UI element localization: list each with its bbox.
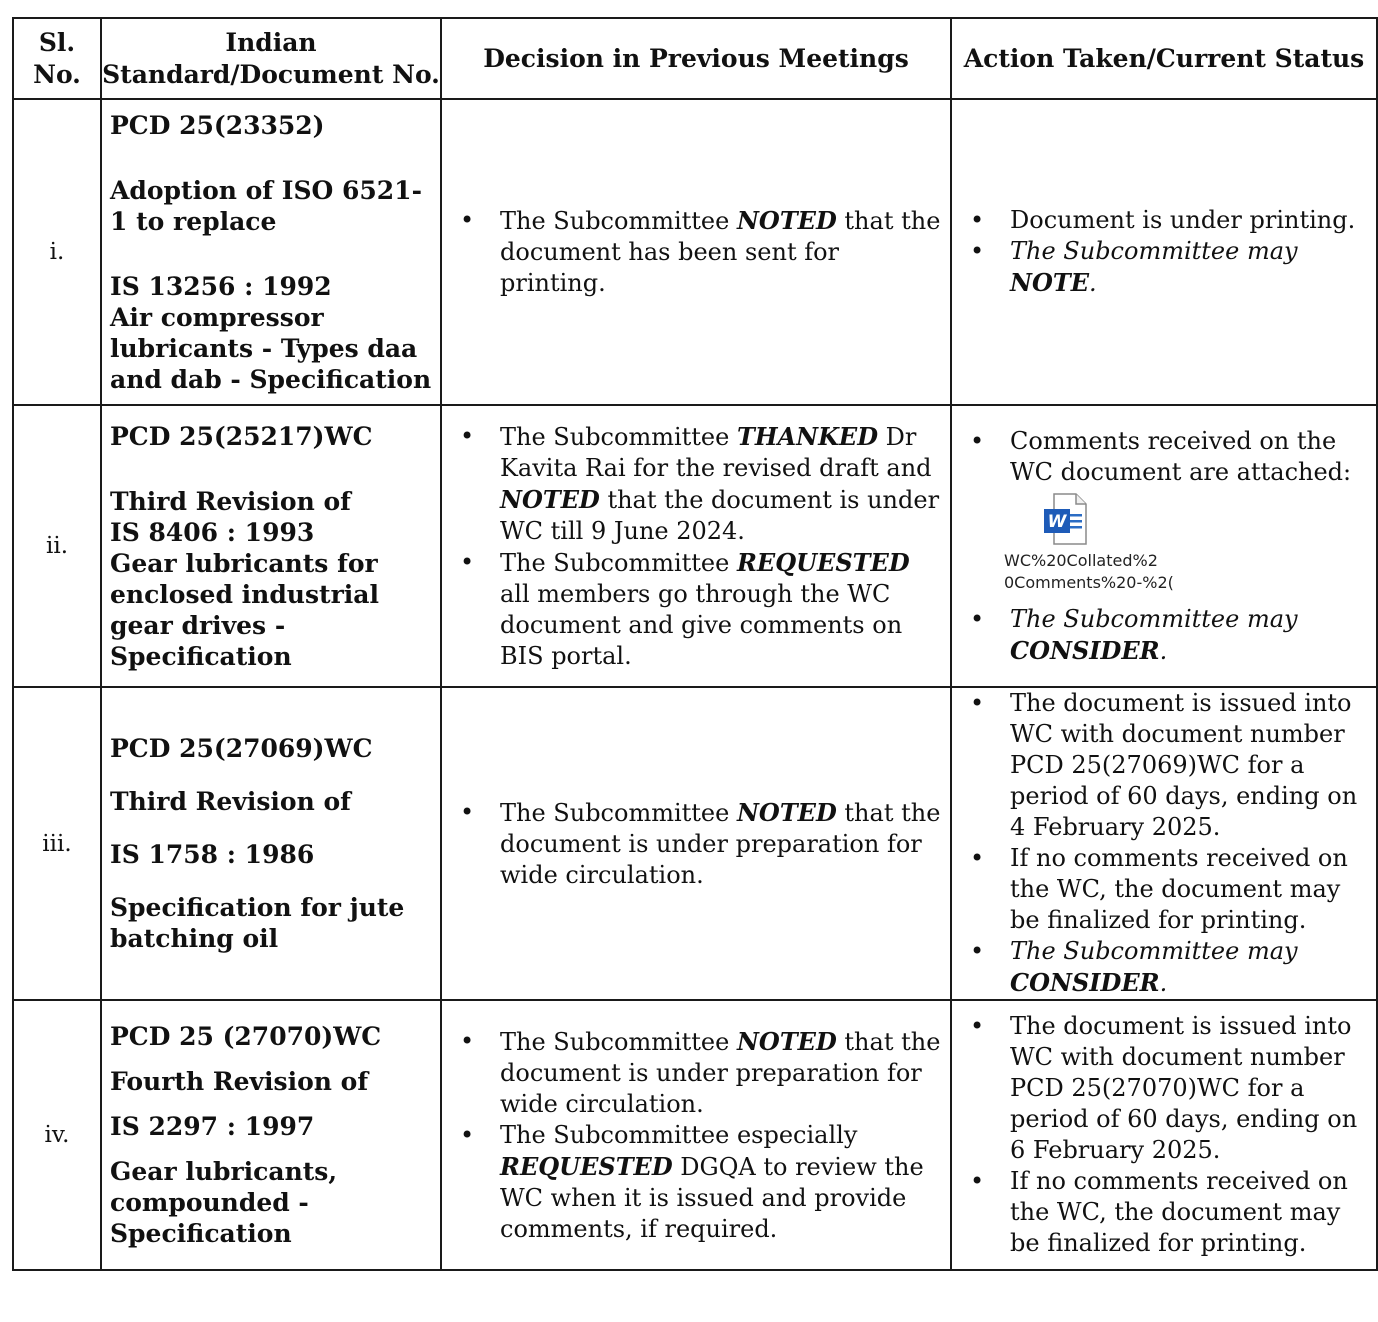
- revision-note: Third Revision of: [110, 486, 351, 516]
- standard-title: Specification for jute batching oil: [110, 893, 405, 953]
- standard-title: Air compressor lubricants - Types daa and dab - Specification: [110, 302, 432, 394]
- is-number: IS 8406 : 1993: [110, 517, 315, 547]
- is-number: IS 1758 : 1986: [110, 840, 315, 869]
- standard-title: Gear lubricants, compounded - Specification: [110, 1157, 338, 1248]
- decision-bullet: • The Subcommittee THANKED Dr Kavita Rai for the revised draft and NOTED that the document is under WC till 9 June 2024.: [450, 421, 950, 547]
- standard-cell: [101, 687, 441, 1000]
- action-bullet: • Comments received on the WC document are attached:: [960, 426, 1376, 488]
- revision-note: Adoption of ISO 6521-1 to replace: [110, 175, 422, 236]
- is-number: IS 13256 : 1992: [110, 271, 332, 301]
- action-bullet: • If no comments received on the WC, the document may be finalized for printing.: [960, 1166, 1376, 1259]
- row-sl-no: i.: [13, 99, 101, 405]
- document-number: PCD 25(27069)WC: [110, 734, 373, 763]
- table-row: [13, 99, 1377, 405]
- action-bullet: • The document is issued into WC with document number PCD 25(27069)WC for a period of 60 days, ending on 4 February 2025.: [960, 688, 1376, 843]
- svg-text:W: W: [1047, 511, 1067, 532]
- standard-cell: [101, 405, 441, 687]
- attachment-filename-line2[interactable]: 0Comments%20-%2(: [1004, 572, 1174, 592]
- agenda-table: [12, 17, 1378, 1271]
- header-decision: Decision in Previous Meetings: [441, 18, 951, 99]
- action-bullet: • The Subcommittee may CONSIDER.: [960, 604, 1376, 667]
- action-cell: [951, 405, 1377, 687]
- row-sl-no: iii.: [13, 687, 101, 1000]
- action-bullet: • The Subcommittee may CONSIDER.: [960, 936, 1376, 999]
- decision-cell: [441, 99, 951, 405]
- action-bullet: • The document is issued into WC with document number PCD 25(27070)WC for a period of 60 days, ending on 6 February 2025.: [960, 1011, 1376, 1166]
- decision-cell: [441, 405, 951, 687]
- decision-bullet: • The Subcommittee especially REQUESTED DGQA to review the WC when it is issued and provide comments, if required.: [450, 1120, 950, 1245]
- document-number: PCD 25 (27070)WC: [110, 1022, 382, 1051]
- action-cell: [951, 99, 1377, 405]
- document-number: PCD 25(25217)WC: [110, 421, 373, 451]
- table-row: [13, 405, 1377, 687]
- table-row: [13, 1000, 1377, 1270]
- table-row: [13, 687, 1377, 1000]
- decision-bullet: • The Subcommittee NOTED that the document is under preparation for wide circulation.: [450, 1026, 950, 1120]
- header-action: Action Taken/Current Status: [951, 18, 1377, 99]
- action-bullet: • If no comments received on the WC, the document may be finalized for printing.: [960, 843, 1376, 936]
- decision-cell: [441, 687, 951, 1000]
- row-sl-no: ii.: [13, 405, 101, 687]
- decision-bullet: • The Subcommittee NOTED that the document is under preparation for wide circulation.: [450, 797, 950, 891]
- action-bullet: • Document is under printing.: [960, 205, 1376, 236]
- word-document-icon[interactable]: [1040, 492, 1090, 546]
- header-sl-no: Sl. No.: [13, 18, 101, 99]
- decision-bullet: • The Subcommittee REQUESTED all members go through the WC document and give comments on BIS portal.: [450, 547, 950, 672]
- standard-cell: [101, 99, 441, 405]
- is-number: IS 2297 : 1997: [110, 1112, 315, 1141]
- row-sl-no: iv.: [13, 1000, 101, 1270]
- attachment[interactable]: [952, 488, 1376, 604]
- decision-cell: [441, 1000, 951, 1270]
- document-number: PCD 25(23352): [110, 110, 325, 140]
- header-row: [13, 18, 1377, 99]
- header-standard: Indian Standard/Document No.: [101, 18, 441, 99]
- revision-note: Third Revision of: [110, 787, 351, 816]
- action-cell: [951, 687, 1377, 1000]
- action-bullet: • The Subcommittee may NOTE.: [960, 236, 1376, 299]
- attachment-filename-line1[interactable]: WC%20Collated%2: [1004, 550, 1158, 570]
- revision-note: Fourth Revision of: [110, 1067, 369, 1096]
- action-cell: [951, 1000, 1377, 1270]
- decision-bullet: • The Subcommittee NOTED that the document has been sent for printing.: [450, 205, 950, 299]
- standard-title: Gear lubricants for enclosed industrial gear drives - Specification: [110, 548, 379, 671]
- standard-cell: [101, 1000, 441, 1270]
